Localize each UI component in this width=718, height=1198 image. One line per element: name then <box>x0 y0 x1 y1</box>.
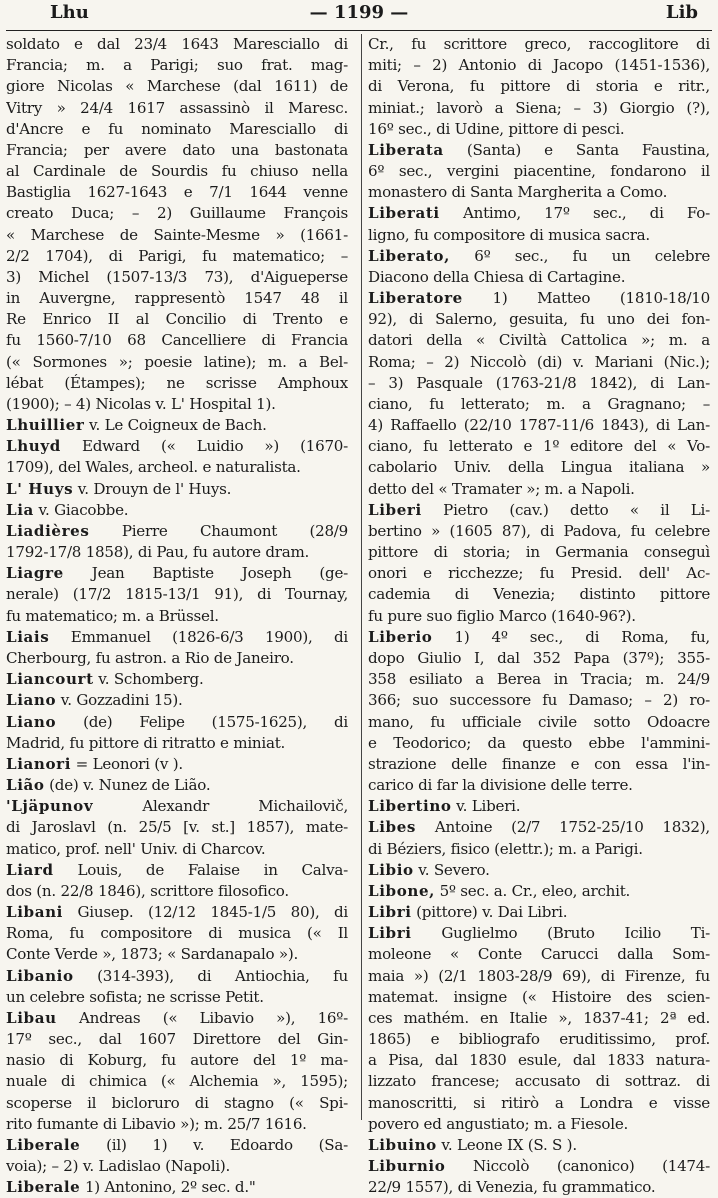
entry-text: Roma, fu compositore di musica (« Il <box>6 924 348 943</box>
entry-headword: Libri <box>368 924 412 943</box>
text-line <box>368 733 710 754</box>
text-line <box>6 690 348 711</box>
entry-headword: Lia <box>6 500 34 519</box>
entry-text: Antimo, 17º sec., di Fo- <box>462 204 710 223</box>
header-first-entry: Lhu <box>50 2 89 23</box>
text-line <box>6 1114 348 1135</box>
entry-text: (« Sormones »; poesie latine); m. a Bel- <box>6 352 348 371</box>
text-line <box>6 55 348 76</box>
entry-text: lizzato francese; accusato di sottraz. di <box>368 1072 710 1091</box>
entry-text: Cherbourg, fu astron. a Rio de Janeiro. <box>6 648 294 667</box>
entry-headword: Libone, <box>368 881 435 900</box>
text-line <box>368 309 710 330</box>
text-line <box>368 373 710 394</box>
entry-text: (il) 1) v. Edoardo (Sa- <box>106 1135 348 1154</box>
text-line <box>6 34 348 55</box>
text-line <box>6 182 348 203</box>
text-line <box>368 754 710 775</box>
entry-text: nerale) (17/2 1815-13/1 91), di Tournay, <box>6 585 348 604</box>
text-line <box>6 267 348 288</box>
text-line <box>368 606 710 627</box>
entry-text: nuale di chimica (« Alchemia », 1595); <box>6 1072 348 1091</box>
text-line <box>368 225 710 246</box>
entry-text: cademia di Venezia; distinto pittore <box>368 585 710 604</box>
column-divider <box>361 34 362 1120</box>
entry-text: 92), di Salerno, gesuita, fu uno dei fon- <box>368 310 710 329</box>
text-line <box>6 627 348 648</box>
text-line <box>368 563 710 584</box>
entry-text: monastero di Santa Margherita a Como. <box>368 183 668 202</box>
text-line <box>368 436 710 457</box>
text-line <box>368 860 710 881</box>
text-line <box>368 669 710 690</box>
entry-text: strazione delle finanze e con essa l'in- <box>368 754 710 773</box>
text-line <box>6 1093 348 1114</box>
entry-headword: Lianori <box>6 754 72 773</box>
text-line <box>368 352 710 373</box>
text-line <box>6 161 348 182</box>
text-line <box>6 1135 348 1156</box>
text-line <box>6 330 348 351</box>
text-line <box>6 521 348 542</box>
entry-text: fu 1560-7/10 68 Cancelliere di Francia <box>6 331 348 350</box>
entry-text: 1865) e bibliografo eruditissimo, prof. <box>368 1030 710 1049</box>
entry-text: d'Ancre e fu nominato Maresciallo di <box>6 119 348 138</box>
text-line <box>368 648 710 669</box>
text-line <box>368 161 710 182</box>
entry-text: 6º sec., fu un celebre <box>474 246 710 265</box>
header-rule <box>6 30 712 31</box>
entry-headword: Libau <box>6 1008 57 1027</box>
text-line <box>6 775 348 796</box>
entry-headword: Libertino <box>368 797 452 816</box>
entry-headword: Lhuyd <box>6 437 61 456</box>
entry-text: v. Drouyn de l' Huys. <box>77 479 232 498</box>
text-line <box>368 796 710 817</box>
entry-text: Emmanuel (1826-6/3 1900), di <box>70 627 348 646</box>
text-line <box>6 1050 348 1071</box>
entry-text: « Marchese de Sainte-Mesme » (1661- <box>6 225 348 244</box>
entry-text: (de) v. Nunez de Lião. <box>49 776 211 795</box>
text-line <box>6 881 348 902</box>
entry-headword: Libanio <box>6 966 74 985</box>
entry-headword: Liberio <box>368 627 433 646</box>
entry-text: 1) Matteo (1810-18/10 <box>492 289 710 308</box>
text-line <box>368 119 710 140</box>
text-line <box>6 98 348 119</box>
text-line <box>368 267 710 288</box>
text-line <box>6 669 348 690</box>
entry-text: Guglielmo (Bruto Icilio Ti- <box>441 924 710 943</box>
text-line <box>6 1156 348 1177</box>
text-line <box>6 140 348 161</box>
text-line <box>6 1177 348 1198</box>
entry-text: 17º sec., dal 1607 Direttore del Gin- <box>6 1030 348 1049</box>
entry-text: moleone « Conte Carucci dalla Som- <box>368 945 710 964</box>
text-line <box>6 648 348 669</box>
entry-headword: Liberi <box>368 500 422 519</box>
text-line <box>6 754 348 775</box>
text-line <box>6 373 348 394</box>
entry-headword: Libio <box>368 860 414 879</box>
entry-text: matemat. insigne (« Histoire des scien- <box>368 987 710 1006</box>
entry-text: 358 esiliato a Berea in Tracia; m. 24/9 <box>368 670 710 689</box>
text-line <box>6 606 348 627</box>
entry-headword: 'Ljäpunov <box>6 797 94 816</box>
entry-text: scoperse il bicloruro di stagno (« Spi- <box>6 1093 348 1112</box>
entry-text: 366; suo successore fu Damaso; – 2) ro- <box>368 691 710 710</box>
text-line <box>6 733 348 754</box>
entry-text: onori e ricchezze; fu Presid. dell' Ac- <box>368 564 710 583</box>
text-line <box>368 817 710 838</box>
text-line <box>368 1093 710 1114</box>
text-line <box>368 394 710 415</box>
left-column <box>6 34 348 1198</box>
text-line <box>368 966 710 987</box>
entry-headword: Liberale <box>6 1135 81 1154</box>
text-line <box>368 457 710 478</box>
entry-text: 16º sec., di Udine, pittore di pesci. <box>368 119 625 138</box>
entry-text: 4) Raffaello (22/10 1787-11/6 1843), di Lan- <box>368 416 710 435</box>
entry-text: 5º sec. a. Cr., eleo, archit. <box>439 881 631 900</box>
text-line <box>6 479 348 500</box>
entry-text: v. Giacobbe. <box>38 500 129 519</box>
text-line <box>6 500 348 521</box>
text-line <box>6 457 348 478</box>
entry-text: in Auvergne, rappresentò 1547 48 il <box>6 289 348 308</box>
text-line <box>368 34 710 55</box>
entry-headword: Liberati <box>368 204 440 223</box>
entry-text: ciano, fu letterato; m. a Gragnano; – <box>368 394 710 413</box>
text-line <box>368 288 710 309</box>
entry-text: 6º sec., vergini piacentine, fondarono il <box>368 162 710 181</box>
entry-text: di Béziers, fisico (elettr.); m. a Parigi. <box>368 839 643 858</box>
page-number: — 1199 — <box>309 2 409 23</box>
text-line <box>6 987 348 1008</box>
text-line <box>6 839 348 860</box>
entry-text: Louis, de Falaise in Calva- <box>77 860 348 879</box>
text-line <box>6 1029 348 1050</box>
entry-text: = Leonori (v ). <box>75 754 183 773</box>
entry-headword: Liagre <box>6 564 64 583</box>
entry-text: 3) Michel (1507-13/3 73), d'Aigueperse <box>6 267 348 286</box>
entry-text: 1) Antonino, 2º sec. d." <box>84 1178 256 1197</box>
text-line <box>6 203 348 224</box>
text-line <box>6 563 348 584</box>
text-line <box>368 1156 710 1177</box>
entry-text: dos (n. 22/8 1846), scrittore filosofico. <box>6 881 289 900</box>
entry-text: di Verona, fu pittore di storia e ritr., <box>368 77 710 96</box>
text-line <box>368 55 710 76</box>
entry-text: Francia; m. a Parigi; suo frat. mag- <box>6 56 348 75</box>
entry-text: Re Enrico II al Concilio di Trento e <box>6 310 348 329</box>
entry-text: v. Schomberg. <box>98 670 204 689</box>
entry-text: di Jaroslavl (n. 25/5 [v. st.] 1857), mate- <box>6 818 348 837</box>
text-line <box>368 203 710 224</box>
entry-headword: Lião <box>6 776 45 795</box>
entry-text: Madrid, fu pittore di ritratto e miniat. <box>6 733 286 752</box>
entry-headword: Liburnio <box>368 1157 446 1176</box>
entry-headword: Libuino <box>368 1135 437 1154</box>
entry-headword: Libani <box>6 903 63 922</box>
text-line <box>6 288 348 309</box>
text-line <box>6 944 348 965</box>
entry-text: (pittore) v. Dai Libri. <box>416 903 568 922</box>
text-line <box>368 1029 710 1050</box>
text-line <box>368 500 710 521</box>
text-line <box>368 1050 710 1071</box>
entry-text: ligno, fu compositore di musica sacra. <box>368 225 650 244</box>
text-line <box>368 1071 710 1092</box>
text-line <box>368 1114 710 1135</box>
entry-headword: Liberale <box>6 1178 81 1197</box>
text-line <box>368 944 710 965</box>
entry-text: carico di far la divisione delle terre. <box>368 776 633 795</box>
text-line <box>368 542 710 563</box>
entry-headword: Liais <box>6 627 50 646</box>
entry-text: Diacono della Chiesa di Cartagine. <box>368 267 626 286</box>
entry-text: fu matematico; m. a Brüssel. <box>6 606 219 625</box>
text-line <box>368 902 710 923</box>
entry-text: (314-393), di Antiochia, fu <box>97 966 348 985</box>
header-last-entry: Lib <box>665 2 698 23</box>
entry-text: datori della « Civiltà Cattolica »; m. a <box>368 331 710 350</box>
text-line <box>6 225 348 246</box>
entry-text: Antoine (2/7 1752-25/10 1832), <box>434 818 710 837</box>
entry-headword: Liadières <box>6 521 90 540</box>
entry-text: Cr., fu scrittore greco, raccoglitore di <box>368 35 710 53</box>
text-line <box>368 1008 710 1029</box>
entry-text: nasio di Koburg, fu autore del 1º ma- <box>6 1051 348 1070</box>
entry-headword: Libri <box>368 903 412 922</box>
entry-text: mano, fu ufficiale civile sotto Odoacre <box>368 712 710 731</box>
text-line <box>368 76 710 97</box>
entry-text: Niccolò (canonico) (1474- <box>473 1157 710 1176</box>
text-line <box>368 712 710 733</box>
entry-text: cabolario Univ. della Lingua italiana » <box>368 458 710 477</box>
entry-text: manoscritti, si ritirò a Londra e visse <box>368 1093 710 1112</box>
entry-text: miti; – 2) Antonio di Jacopo (1451-1536), <box>368 56 710 75</box>
entry-text: pittore di storia; in Germania conseguì <box>368 543 710 562</box>
text-line <box>368 881 710 902</box>
text-line <box>368 987 710 1008</box>
text-line <box>368 521 710 542</box>
text-line <box>6 966 348 987</box>
entry-text: voia); – 2) v. Ladislao (Napoli). <box>6 1157 231 1176</box>
entry-text: creato Duca; – 2) Guillaume François <box>6 204 348 223</box>
entry-text: Pierre Chaumont (28/9 <box>121 521 348 540</box>
text-line <box>368 246 710 267</box>
entry-text: v. Le Coigneux de Bach. <box>89 416 267 435</box>
entry-text: v. Leone IX (S. S ). <box>441 1135 577 1154</box>
entry-text: 22/9 1557), di Venezia, fu grammatico. <box>368 1178 656 1197</box>
entry-text: povero ed angustiato; m. a Fiesole. <box>368 1114 629 1133</box>
text-line <box>6 712 348 733</box>
entry-headword: Liberato, <box>368 246 450 265</box>
entry-headword: L' Huys <box>6 479 74 498</box>
text-line <box>6 352 348 373</box>
entry-text: giore Nicolas « Marchese (dal 1611) de <box>6 77 348 96</box>
text-line <box>6 119 348 140</box>
text-line <box>368 627 710 648</box>
text-line <box>368 182 710 203</box>
entry-text: Alexandr Michailovič, <box>142 797 348 816</box>
entry-text: Francia; per avere dato una bastonata <box>6 140 348 159</box>
entry-headword: Lhuillier <box>6 416 85 435</box>
text-line <box>6 309 348 330</box>
text-line <box>368 140 710 161</box>
entry-text: fu pure suo figlio Marco (1640-96?). <box>368 606 636 625</box>
entry-text: – 3) Pasquale (1763-21/8 1842), di Lan- <box>368 373 710 392</box>
text-line <box>6 923 348 944</box>
entry-text: matico, prof. nell' Univ. di Charcov. <box>6 839 266 858</box>
text-line <box>368 690 710 711</box>
entry-text: maia ») (2/1 1803-28/9 69), di Firenze, fu <box>368 966 710 985</box>
entry-headword: Liard <box>6 860 54 879</box>
entry-text: Giusep. (12/12 1845-1/5 80), di <box>77 903 348 922</box>
text-line <box>6 415 348 436</box>
text-line <box>368 839 710 860</box>
entry-text: Jean Baptiste Joseph (ge- <box>91 564 348 583</box>
text-line <box>6 796 348 817</box>
entry-text: un celebre sofista; ne scrisse Petit. <box>6 987 264 1006</box>
text-line <box>368 415 710 436</box>
entry-text: Vitry » 24/4 1617 assassinò il Maresc. <box>6 98 348 117</box>
text-line <box>368 1177 710 1198</box>
entry-text: Bastiglia 1627-1643 e 7/1 1644 venne <box>6 183 348 202</box>
text-line <box>6 246 348 267</box>
entry-text: 1792-17/8 1858), di Pau, fu autore dram. <box>6 543 310 562</box>
text-line <box>6 1071 348 1092</box>
entry-text: e Teodorico; da questo ebbe l'ammini- <box>368 733 710 752</box>
entry-text: detto del « Tramater »; m. a Napoli. <box>368 479 635 498</box>
right-column <box>368 34 710 1198</box>
text-line <box>368 923 710 944</box>
entry-text: Pietro (cav.) detto « il Li- <box>443 500 710 519</box>
entry-text: lébat (Étampes); ne scrisse Amphoux <box>6 373 348 392</box>
entry-text: rito fumante di Libavio »); m. 25/7 1616. <box>6 1114 307 1133</box>
entry-text: Roma; – 2) Niccolò (di) v. Mariani (Nic.); <box>368 352 710 371</box>
entry-text: 1) 4º sec., di Roma, fu, <box>454 627 710 646</box>
text-line <box>6 436 348 457</box>
entry-text: v. Gozzadini 15). <box>60 691 183 710</box>
text-line <box>368 98 710 119</box>
entry-text: (de) Felipe (1575-1625), di <box>83 712 348 731</box>
text-line <box>368 330 710 351</box>
entry-text: (1900); – 4) Nicolas v. L' Hospital 1). <box>6 394 276 413</box>
entry-headword: Liancourt <box>6 670 94 689</box>
page-header <box>6 2 712 28</box>
entry-headword: Liberatore <box>368 289 463 308</box>
text-line <box>368 584 710 605</box>
entry-headword: Liano <box>6 712 57 731</box>
text-line <box>368 479 710 500</box>
entry-text: 2/2 1704), di Parigi, fu matematico; – <box>6 246 348 265</box>
entry-text: ces mathém. en Italie », 1837-41; 2ª ed. <box>368 1008 710 1027</box>
entry-text: (Santa) e Santa Faustina, <box>466 140 710 159</box>
entry-text: al Cardinale de Sourdis fu chiuso nella <box>6 162 348 181</box>
entry-text: v. Severo. <box>418 860 490 879</box>
entry-text: Conte Verde », 1873; « Sardanapalo »). <box>6 945 299 964</box>
text-line <box>6 817 348 838</box>
entry-headword: Liberata <box>368 140 444 159</box>
text-line <box>6 394 348 415</box>
entry-text: ciano, fu letterato e 1º editore del « Vo- <box>368 437 710 456</box>
entry-text: dopo Giulio I, dal 352 Papa (37º); 355- <box>368 648 710 667</box>
text-line <box>6 1008 348 1029</box>
entry-text: soldato e dal 23/4 1643 Maresciallo di <box>6 35 348 53</box>
entry-headword: Libes <box>368 818 417 837</box>
text-line <box>6 902 348 923</box>
entry-headword: Liano <box>6 691 57 710</box>
entry-text: Andreas (« Libavio »), 16º- <box>78 1008 348 1027</box>
entry-text: 1709), del Wales, archeol. e naturalista. <box>6 458 301 477</box>
entry-text: v. Liberi. <box>456 797 521 816</box>
text-line <box>6 542 348 563</box>
text-line <box>6 584 348 605</box>
entry-text: miniat.; lavorò a Siena; – 3) Giorgio (?), <box>368 98 710 117</box>
text-line <box>6 76 348 97</box>
text-line <box>368 1135 710 1156</box>
text-line <box>368 775 710 796</box>
entry-text: a Pisa, dal 1830 esule, dal 1833 natura- <box>368 1051 710 1070</box>
entry-text: bertino » (1605 87), di Padova, fu celebre <box>368 521 710 540</box>
entry-text: Edward (« Luidio ») (1670- <box>81 437 348 456</box>
text-line <box>6 860 348 881</box>
